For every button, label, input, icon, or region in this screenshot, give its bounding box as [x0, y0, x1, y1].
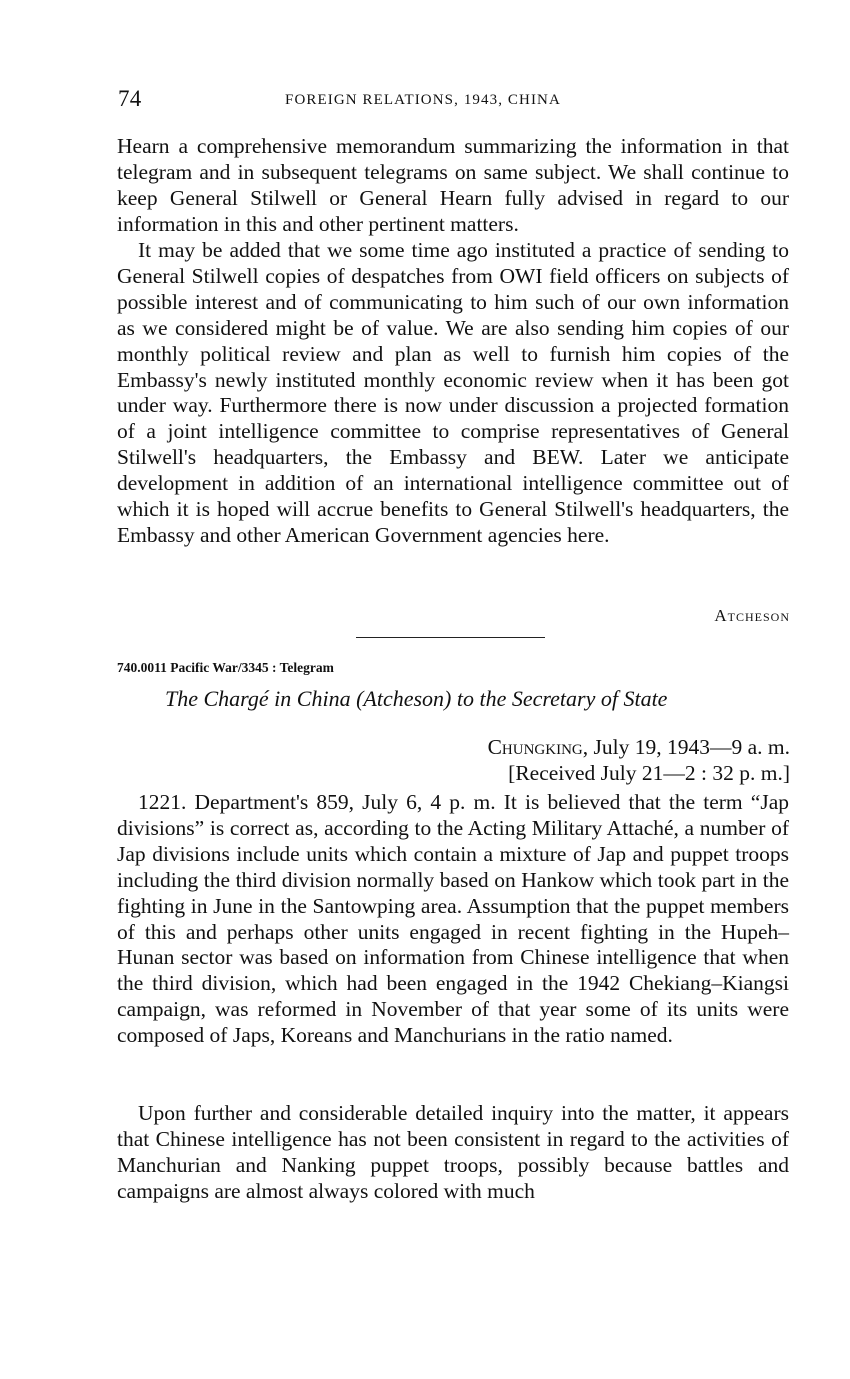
- dateline-place: Chungking,: [487, 735, 589, 759]
- dateline-sent: [488, 735, 790, 761]
- body-paragraph: 1221. Department's 859, July 6, 4 p. m. It is believed that the term “Jap divisions” is correct as, according to the Acting Military Attaché, a number of Jap divisions include units which contain a mixture of Jap and puppet troops including the third division normally based on Hankow which took part in the fighting in June in the Santowping area. Assumption that the puppet members of this and perhaps other units engaged in recent fighting in the Hupeh–Hunan sector was based on information from Chinese intelligence that when the third division, which had been engaged in the 1942 Chekiang–Kiangsi campaign, was reformed in November of that year some of its units were composed of Japs, Koreans and Manchurians in the ratio named.: [117, 790, 789, 1048]
- section-divider: [356, 637, 545, 638]
- page-number: 74: [118, 86, 142, 111]
- body-paragraph: It may be added that we some time ago instituted a practice of sending to General Stilwell copies of despatches from OWI field officers on subjects of possible interest and of communicating to him such of our own information as we considered might be of value. We are also sending him copies of our monthly political review and plan as well to furnish him copies of the Embassy's newly instituted monthly economic review when it has been got under way. Furthermore there is now under discussion a projected formation of a joint intelligence committee to comprise representatives of General Stilwell's headquarters, the Embassy and BEW. Later we anticipate development in addition of an international intelligence committee out of which it is hoped will accrue benefits to General Stilwell's headquarters, the Embassy and other American Government agencies here.: [117, 238, 789, 547]
- dateline: [488, 735, 790, 787]
- body-paragraph: Hearn a comprehensive memorandum summarizing the information in that telegram and in subsequent telegrams on same subject. We shall continue to keep General Stilwell or General Hearn fully advised in regard to our information in this and other pertinent matters.: [117, 134, 789, 236]
- dateline-date: July 19, 1943—9 a. m.: [593, 735, 790, 759]
- file-reference: 740.0011 Pacific War/3345 : Telegram: [117, 660, 334, 675]
- body-paragraph: Upon further and considerable detailed inquiry into the matter, it appears that Chinese intelligence has not been consistent in regard to the activities of Manchurian and Nanking puppet troops, possibly because battles and campaigns are almost always colored with much: [117, 1101, 789, 1203]
- received-line: [Received July 21—2 : 32 p. m.]: [508, 760, 790, 785]
- document-title: The Chargé in China (Atcheson) to the Secretary of State: [165, 686, 668, 711]
- signature: Atcheson: [714, 606, 790, 625]
- running-title: FOREIGN RELATIONS, 1943, CHINA: [285, 92, 561, 108]
